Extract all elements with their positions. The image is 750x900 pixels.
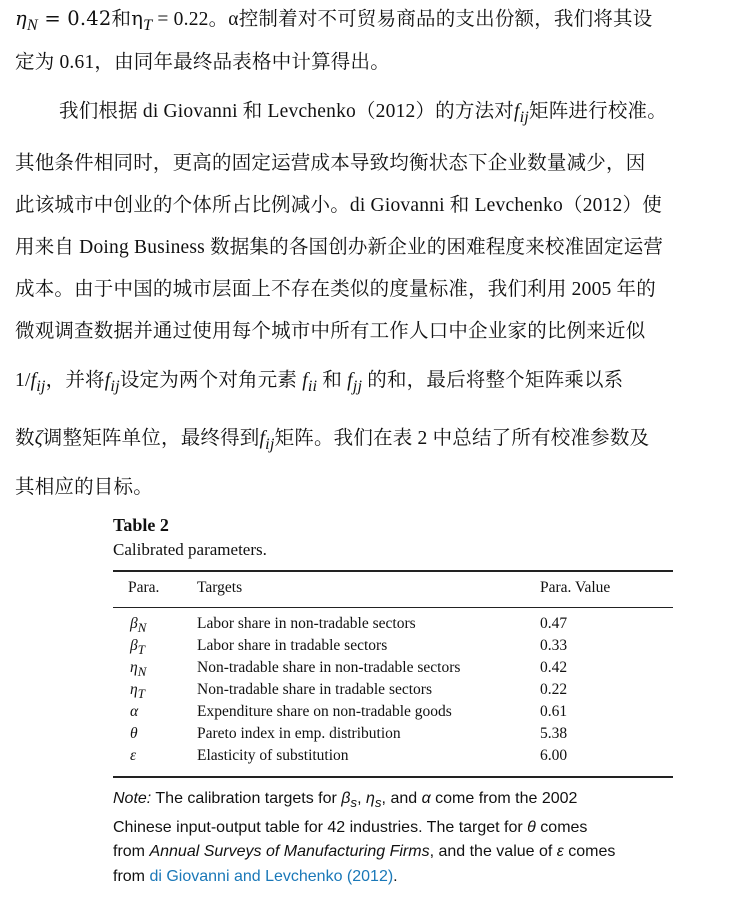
bottom-rule xyxy=(113,776,673,778)
text-line: 其相应的目标。 xyxy=(15,477,153,498)
text-line: 数ζ调整矩阵单位，最终得到$f_{ij}$矩阵。我们在表 2 中总结了所有校准参数及 xyxy=(15,428,650,453)
text-line: 我们根据 di Giovanni 和 Levchenko（2012）的方法对$f_{ij}$矩阵进行校准。 xyxy=(59,101,667,126)
table-row: θ Pareto index in emp. distribution 5.38 xyxy=(130,725,568,742)
top-rule xyxy=(113,570,673,572)
text-line: 定为 0.61，由同年最终品表格中计算得出。 xyxy=(15,52,390,73)
table-row: α Expenditure share on non-tradable goods 0.61 xyxy=(130,703,568,720)
table-caption: Calibrated parameters. xyxy=(113,540,267,559)
citation-link[interactable]: di Giovanni and Levchenko (2012) xyxy=(149,867,394,885)
text-line: 微观调查数据并通过使用每个城市中所有工作人口中企业家的比例来近似 xyxy=(15,321,646,342)
text-line: 用来自 Doing Business 数据集的各国创办新企业的困难程度来校准固定运营 xyxy=(15,237,664,258)
table-title: Table 2 xyxy=(113,515,169,535)
table-row: $\beta_T$ Labor share in tradable sectors 0.33 xyxy=(130,637,568,658)
table-row: ε Elasticity of substitution 6.00 xyxy=(130,747,568,764)
header-value: Para. Value xyxy=(540,579,611,596)
table-row: $\eta_N$ Non-tradable share in non-tradable sectors 0.42 xyxy=(130,659,568,680)
header-para: Para. xyxy=(128,579,160,596)
text-line: $\eta_N = 0.42$和$\eta_T = 0.22$。α控制着对不可贸易商品的支出份额，我们将其设 xyxy=(15,7,653,34)
header-rule xyxy=(113,607,673,608)
text-line: 此该城市中创业的个体所占比例减小。di Giovanni 和 Levchenko（2012）使 xyxy=(15,195,662,216)
table-note: Note: The calibration targets for $\beta_s$, $\eta_s$, and α come from the 2002 Chinese input-output table for 42 industries. The target for θ comes from Annual Surveys of Manufacturing Firms, and the value of ε comes from di Giovanni and Levchenko (2012). xyxy=(113,790,616,885)
table-row: $\eta_T$ Non-tradable share in tradable sectors 0.22 xyxy=(130,681,568,702)
table-row: $\beta_N$ Labor share in non-tradable sectors 0.47 xyxy=(130,615,568,636)
text-line: $1/f_{ij}$，并将$f_{ij}$设定为两个对角元素 $f_{ii}$ 和 $f_{jj}$ 的和，最后将整个矩阵乘以系 xyxy=(15,370,624,395)
header-targets: Targets xyxy=(197,579,243,596)
text-line: 成本。由于中国的城市层面上不存在类似的度量标准，我们利用 2005 年的 xyxy=(15,279,656,300)
text-line: 其他条件相同时，更高的固定运营成本导致均衡状态下企业数量减少，因 xyxy=(15,153,646,174)
